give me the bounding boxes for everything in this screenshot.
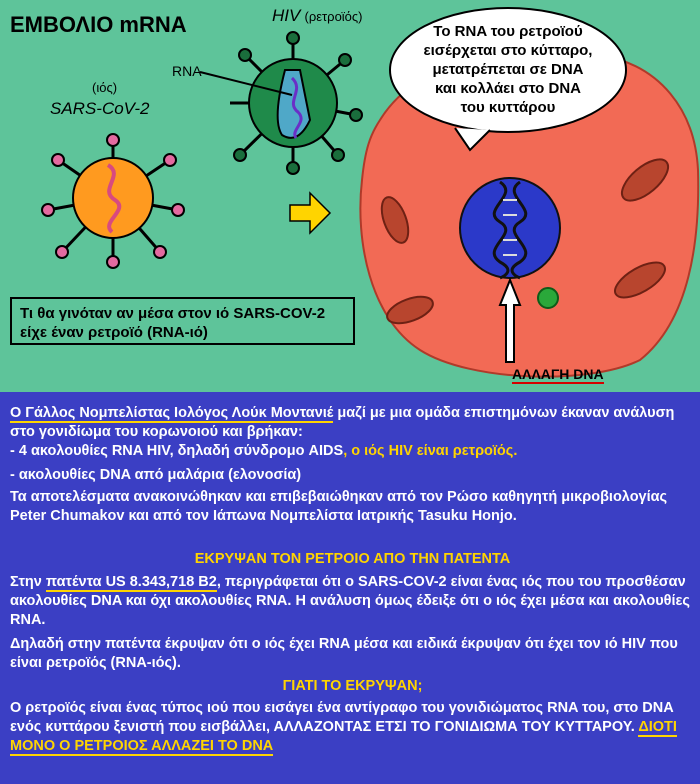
- nucleus: [460, 178, 560, 278]
- illustration-title: ΕΜΒΟΛΙΟ mRNA: [10, 12, 187, 37]
- hiv-virus: [200, 32, 362, 174]
- heading-why: ΓΙΑΤΙ ΤΟ ΕΚΡΥΨΑΝ;: [282, 678, 423, 694]
- finding-hiv-note: , ο ιός HIV είναι ρετροϊός.: [343, 443, 518, 459]
- transition-arrow: [290, 193, 330, 233]
- hiv-label: HIV: [272, 6, 301, 25]
- paragraph-retrovirus: [10, 699, 695, 756]
- patent-rest: , περιγράφεται ότι ο SARS-COV-2 είναι ένας ιός που του προσθέσαν ακολουθίες DNA και όχι ακολουθίες RNA. Η ανάλυση όμως έδειξε ότι ο ιός έχει μέσα και ακολουθίες RNA.: [10, 574, 690, 628]
- sars-label: SARS-CoV-2: [50, 99, 150, 118]
- virus-note: (ιός): [92, 80, 118, 95]
- patent-number: πατέντα US 8.343,718 B2: [45, 574, 217, 590]
- patent-start: Στην: [10, 574, 46, 590]
- paragraph-hidden: Δηλαδή στην πατέντα έκρυψαν ότι ο ιός έχει RNA μέσα και ειδικά έκρυψαν ότι έχει τον ιό HIV που είναι ρετροϊός (RNA-ιός).: [10, 636, 678, 671]
- paragraph-patent: [10, 573, 695, 630]
- finding-hiv-text: - 4 ακολουθίες RNA HIV, δηλαδή σύνδρομο AIDS: [10, 443, 344, 459]
- retrovirus-conclusion: ΔΙΟΤΙ ΜΟΝΟ Ο ΡΕΤΡΟΙΟΣ ΑΛΛΑΖΕΙ ΤΟ DNA: [10, 719, 677, 754]
- finding-hiv: [10, 442, 695, 461]
- article-panel: [0, 392, 700, 784]
- retrovirus-text: Ο ρετροϊός είναι ένας τύπος ιού που εισάγει ένα αντίγραφο του γονιδιώματος RNA του, στο DNA ενός κυττάρου ξενιστή που εισβάλλει, ΑΛΛΑΖΟΝΤΑΣ ΕΤΣΙ ΤΟ ΓΟΝΙΔΙΩΜΑ ΤΟΥ ΚΥΤΤΑΡΟΥ.: [10, 700, 674, 735]
- heading-patent: ΕΚΡΥΨΑΝ ΤΟΝ ΡΕΤΡΟΙΟ ΑΠΟ ΤΗΝ ΠΑΤΕΝΤΑ: [194, 551, 511, 567]
- rna-label: RNA: [172, 63, 202, 79]
- paragraph-montagnier-rest: μαζί με μια ομάδα επιστημόνων έκαναν ανάλυση στο γονιδίωμα του κορωνοιού και βρήκαν:: [10, 405, 675, 440]
- paragraph-montagnier: [10, 404, 695, 442]
- finding-malaria: - ακολουθίες DNA από μαλάρια (ελονοσία): [10, 467, 302, 483]
- caption-box: Τι θα γινόταν αν μέσα στον ιό SARS-COV-2 είχε έναν ρετροϊό (RNA-ιό): [10, 297, 355, 345]
- montagnier-link-text: Ο Γάλλος Νομπελίστας Ιολόγος Λούκ Μοντανιέ: [10, 405, 334, 421]
- paragraph-confirmation: Τα αποτελέσματα ανακοινώθηκαν και επιβεβαιώθηκαν από τον Ρώσο καθηγητή μικροβιολογίας Peter Chumakov και από τον Ιάπωνα Νομπελίστα Ιατρικής Tasuku Honjo.: [10, 489, 668, 524]
- dna-change-label: ΑΛΛΑΓΗ DNA: [512, 366, 604, 382]
- hiv-label-group: [272, 6, 363, 26]
- vesicle: [538, 288, 558, 308]
- speech-bubble-text: Το RNA του ρετροϊού εισέρχεται στο κύτταρο, μετατρέπεται σε DNA και κολλάει στο DNA του κυττάρου: [423, 22, 593, 116]
- sars-virus: [42, 134, 184, 268]
- hiv-note: (ρετροϊός): [304, 9, 363, 24]
